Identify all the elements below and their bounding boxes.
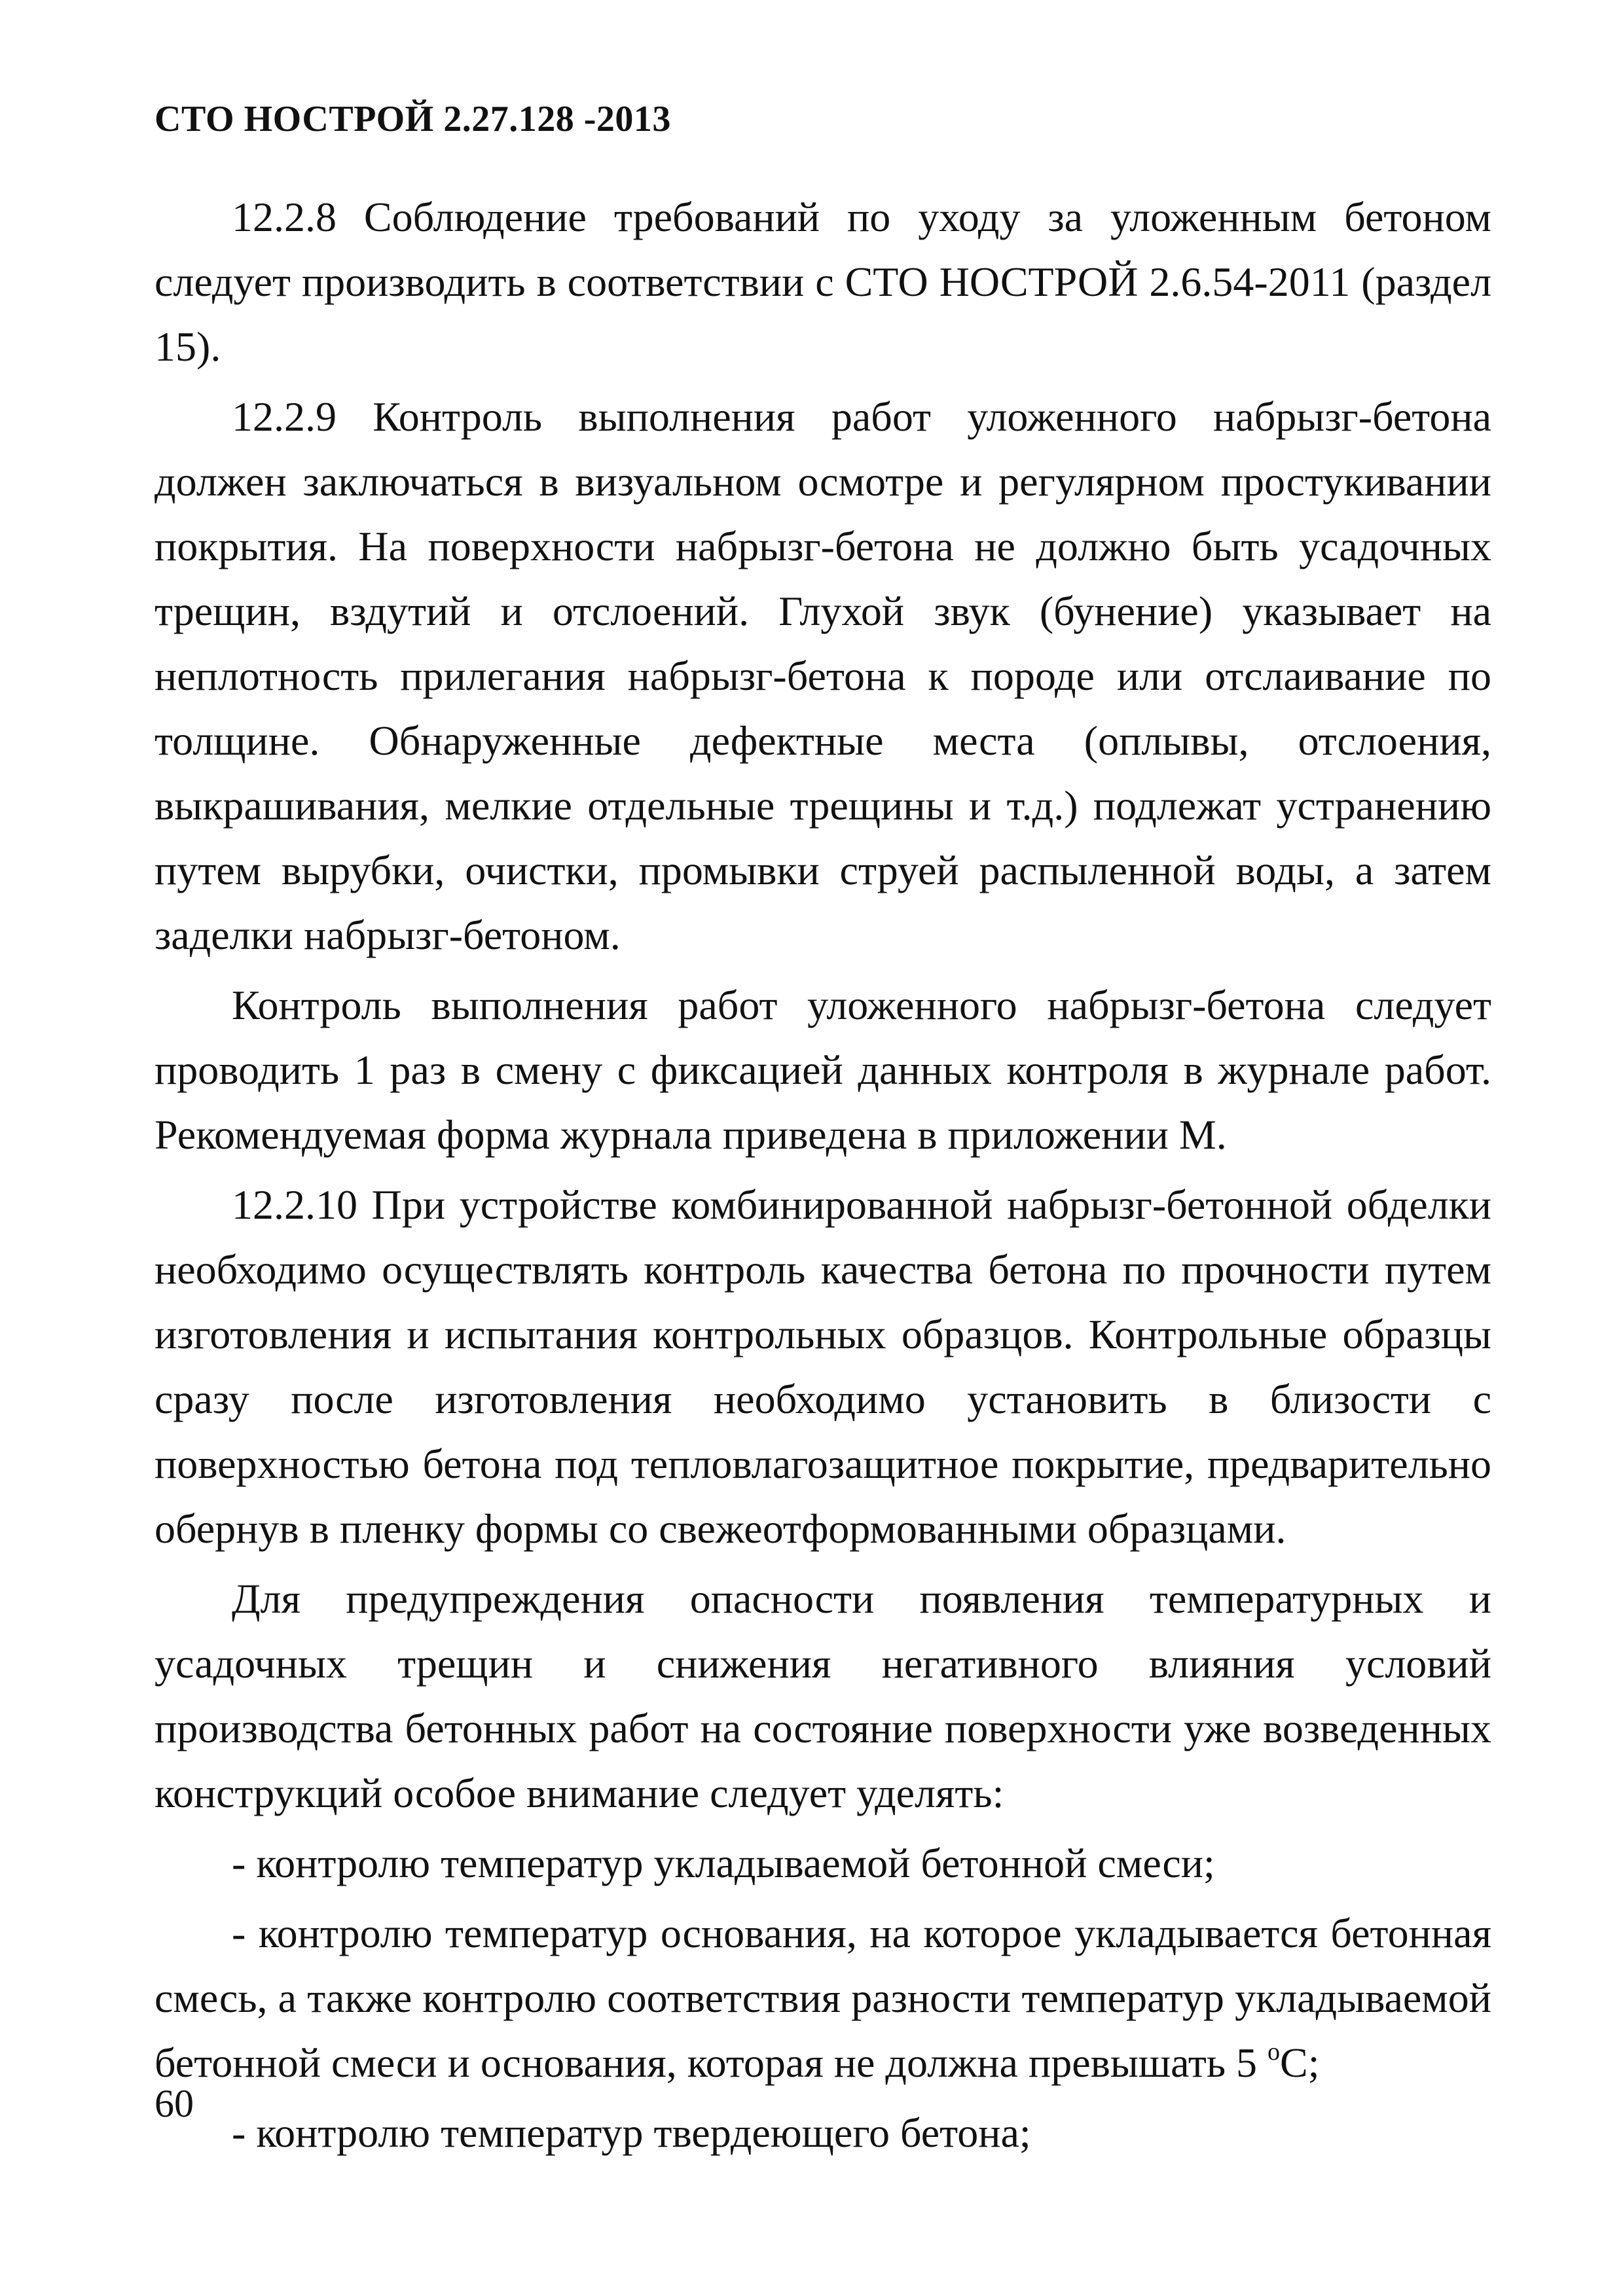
body-text [155, 185, 1491, 2170]
paragraph-12-2-8: 12.2.8 Соблюдение требований по уходу за уложенным бетоном следует производить в соответствии с СТО НОСТРОЙ 2.6.54-2011 (раздел 15). [155, 194, 1491, 370]
list-item-mix-temperature: - контролю температур укладываемой бетонной смеси; [232, 1840, 1215, 1886]
list-item-base-temperature-text: - контролю температур основания, на которое укладывается бетонная смесь, а также контролю соответствия разности температур укладываемой бетонной смеси и основания, которая не должна превышать 5 [155, 1910, 1491, 2086]
list-item-base-temperature [155, 1901, 1491, 2095]
paragraph-crack-prevention: Для предупреждения опасности появления температурных и усадочных трещин и снижения негативного влияния условий производства бетонных работ на состояние поверхности уже возведенных конструкций особое внимание следует уделять: [155, 1575, 1491, 1816]
paragraph-control-frequency: Контроль выполнения работ уложенного набрызг-бетона следует проводить 1 раз в смену с фиксацией данных контроля в журнале работ. Рекомендуемая форма журнала приведена в приложении М. [155, 982, 1491, 1158]
document-header: СТО НОСТРОЙ 2.27.128 -2013 [155, 99, 671, 139]
paragraph-12-2-10: 12.2.10 При устройстве комбинированной набрызг-бетонной обделки необходимо осуществлять контроль качества бетона по прочности путем изготовления и испытания контрольных образцов. Контрольные образцы сразу после изготовления необходимо установить в близости с поверхностью бетона под тепловлагозащитное покрытие, предварительно обернув в пленку формы со свежеотформованными образцами. [155, 1181, 1491, 1552]
degree-symbol: o [1267, 2038, 1280, 2066]
temperature-unit: C; [1280, 2039, 1320, 2086]
paragraph-12-2-9: 12.2.9 Контроль выполнения работ уложенного набрызг-бетона должен заключаться в визуальном осмотре и регулярном простукивании покрытия. На поверхности набрызг-бетона не должно быть усадочных трещин, вздутий и отслоений. Глухой звук (бунение) указывает на неплотность прилегания набрызг-бетона к породе или отслаивание по толщине. Обнаруженные дефектные места (оплывы, отслоения, выкрашивания, мелкие отдельные трещины и т.д.) подлежат устранению путем вырубки, очистки, промывки струей распыленной воды, а затем заделки набрызг-бетоном. [155, 393, 1491, 958]
page-number: 60 [155, 2082, 194, 2125]
list-item-hardening-temperature: - контролю температур твердеющего бетона; [232, 2109, 1031, 2156]
